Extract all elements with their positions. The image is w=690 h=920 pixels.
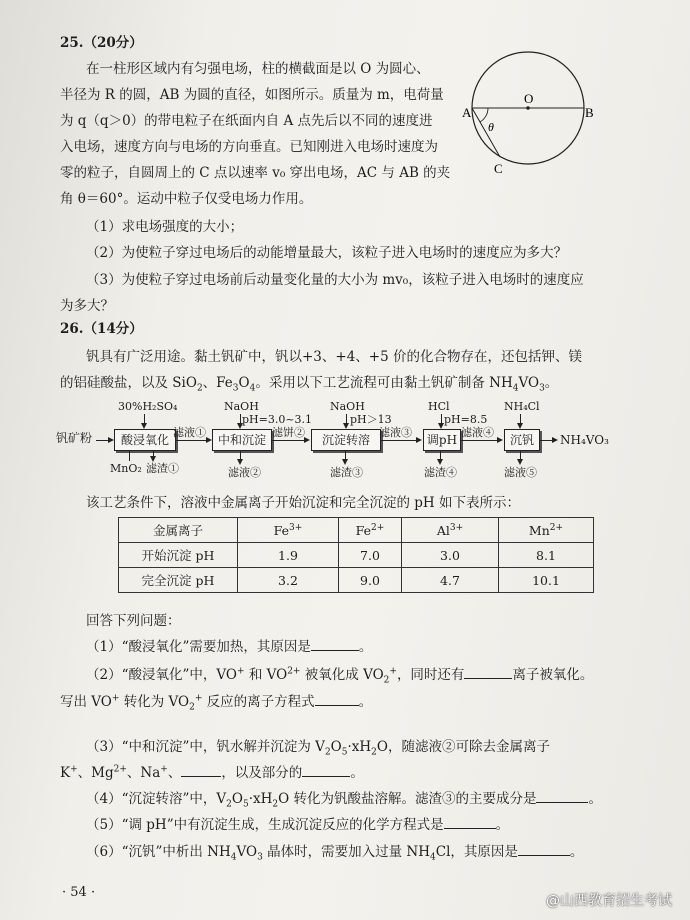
filtrate-4: 滤液④: [461, 426, 494, 439]
q26-intro-line-2: 的铝硅酸盐，以及 SiO$_2$、$Fe_3O_4$。采用以下工艺流程可由黏土钒矿制备 $NH_4VO_3$。: [60, 375, 559, 394]
label-c: C: [494, 161, 503, 176]
residue-4: 滤渣④: [424, 466, 457, 479]
flow-box-precipitate-v: 沉钒: [504, 429, 540, 451]
center-dot: [526, 106, 530, 110]
reagent-naoh-1: NaOH: [224, 400, 259, 413]
q25-subquestion-3: （3）为使粒子穿过电场前后动量变化量的大小为 mv₀，该粒子进入电场时的速度应: [86, 272, 584, 288]
table-cell: 1.9: [238, 543, 339, 568]
q25-text-line: 零的粒子，自圆周上的 C 点以速率 v₀ 穿出电场，AC 与 AB 的夹: [60, 165, 451, 181]
q26-subquestion-5: （5）“调 pH”中有沉淀生成，生成沉淀反应的化学方程式是 。: [86, 817, 510, 833]
flow-box-adjust-ph: 调pH: [423, 429, 461, 451]
table-corner: 金属离子: [119, 518, 238, 543]
table-header-cell: $Fe^{2+}$: [339, 518, 402, 543]
label-theta: θ: [488, 120, 494, 134]
condition-ph-2: pH＞13: [350, 413, 392, 426]
label-b: B: [585, 105, 594, 120]
q26-subquestion-2: （2）“酸浸氧化”中，VO+ 和 $VO^{2+}$ 被氧化成 $VO_2^+$，同时还有 离子被氧化。: [86, 666, 594, 686]
table-row-label: 完全沉淀 pH: [119, 568, 238, 593]
q26-intro-line-1: 钒具有广泛用途。黏土钒矿中，钒以+3、+4、+5 价的化合物存在，还包括钾、镁: [86, 349, 582, 365]
q25-text-line: 半径为 R 的圆，AB 为圆的直径，如图所示。质量为 m，电荷量: [60, 87, 444, 103]
residue-3: 滤渣③: [330, 466, 363, 479]
table-header-cell: $Fe^{3+}$: [238, 518, 339, 543]
page-number: · 54 ·: [62, 885, 96, 900]
flow-start: 钒矿粉: [56, 431, 93, 445]
table-cell: 3.0: [402, 543, 499, 568]
input-mno2: MnO₂: [110, 462, 142, 475]
answer-lead: 回答下列问题：: [86, 613, 181, 629]
q25-text-line: 入电场，速度方向与电场的方向垂直。已知刚进入电场时速度为: [60, 139, 438, 155]
reagent-nh4cl: NH₄Cl: [504, 400, 540, 413]
label-o: O: [524, 91, 534, 106]
flow-box-acid-leach: 酸浸氧化: [114, 429, 176, 451]
table-cell: 3.2: [238, 568, 339, 593]
filtrate-1: 滤液①: [173, 426, 206, 439]
table-row: [119, 568, 594, 593]
ph-table: [118, 517, 594, 593]
table-cell: 7.0: [339, 543, 402, 568]
q26-header: 26.（14分）: [60, 321, 143, 337]
q26-subquestion-2-cont: 写出 VO+ 转化为 $VO_2^+$ 反应的离子方程式 。: [60, 693, 373, 713]
table-intro: 该工艺条件下，溶液中金属离子开始沉淀和完全沉淀的 pH 如下表所示：: [86, 495, 520, 511]
q25-text-line: 为 q（q＞0）的带电粒子在纸面内自 A 点先后以不同的速度进: [60, 113, 433, 129]
q25-text-line: 角 θ＝60°。运动中粒子仅受电场力作用。: [60, 191, 313, 207]
q26-subquestion-3: （3）“中和沉淀”中，钒水解并沉淀为 $V_2O_5\cdot xH_2O$，随滤液②可除去金属离子: [86, 739, 550, 758]
table-header-cell: $Al^{3+}$: [402, 518, 499, 543]
reagent-naoh-2: NaOH: [330, 400, 365, 413]
flow-product: NH₄VO₃: [560, 433, 609, 447]
q25-header: 25.（20分）: [60, 35, 143, 51]
table-header-row: [119, 518, 594, 543]
condition-ph-1: pH=3.0~3.1: [242, 413, 313, 426]
flow-box-redissolve: 沉淀转溶: [311, 429, 381, 451]
table-cell: 4.7: [402, 568, 499, 593]
table-row-label: 开始沉淀 pH: [119, 543, 238, 568]
table-row: [119, 543, 594, 568]
table-cell: 8.1: [499, 543, 594, 568]
table-header-cell: $Mn^{2+}$: [499, 518, 594, 543]
flow-box-neutralize: 中和沉淀: [212, 429, 272, 451]
q25-subquestion-2: （2）为使粒子穿过电场后的动能增量最大，该粒子进入电场时的速度应为多大？: [86, 245, 568, 261]
q25-text-line: 在一柱形区域内有匀强电场，柱的横截面是以 O 为圆心、: [86, 61, 430, 77]
q25-subquestion-3-cont: 为多大？: [60, 298, 114, 314]
q26-subquestion-3-cont: K+、$Mg^{2+}$、Na+、 ，以及部分的 。: [60, 764, 364, 781]
label-a: A: [462, 105, 472, 120]
condition-ph-3: pH=8.5: [444, 413, 488, 426]
filtrate-5: 滤液⑤: [504, 466, 537, 479]
filtrate-3: 滤液③: [379, 426, 412, 439]
filtrate-2: 滤液②: [228, 466, 261, 479]
theta-arc: [480, 108, 488, 122]
residue-1: 滤渣①: [146, 462, 179, 475]
q26-subquestion-1: （1）“酸浸氧化”需要加热，其原因是 。: [86, 639, 373, 655]
filter-cake-2: 滤饼②: [272, 426, 305, 439]
q26-subquestion-4: （4）“沉淀转溶”中，$V_2O_5\cdot xH_2O$ 转化为钒酸盐溶解。滤渣③的主要成分是 。: [86, 791, 602, 810]
reagent-hcl: HCl: [428, 400, 450, 413]
table-cell: 9.0: [339, 568, 402, 593]
q25-subquestion-1: （1）求电场强度的大小；: [86, 219, 244, 235]
reagent-h2so4: 30%H₂SO₄: [118, 400, 178, 413]
table-cell: 10.1: [499, 568, 594, 593]
circle-field-figure: [458, 40, 598, 180]
watermark: @山西教育招生考试: [546, 893, 672, 909]
q26-subquestion-6: （6）“沉钒”中析出 $NH_4VO_3$ 晶体时，需要加入过量 $NH_4Cl$，其原因是 。: [86, 844, 584, 863]
